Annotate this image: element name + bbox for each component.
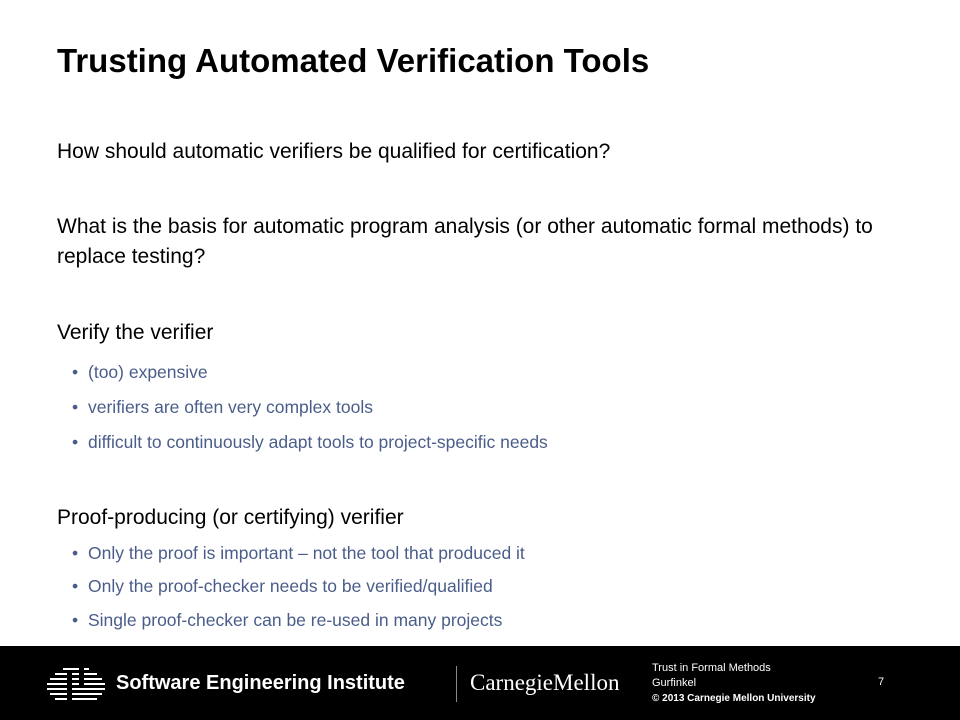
section-heading-proof: Proof-producing (or certifying) verifier bbox=[57, 506, 404, 529]
bullet-item bbox=[72, 610, 892, 631]
question-2: What is the basis for automatic program analysis (or other automatic formal methods) to replace testing? bbox=[57, 215, 873, 268]
footer-divider bbox=[456, 666, 457, 702]
bullet-item bbox=[72, 432, 892, 453]
course-title: Trust in Formal Methods bbox=[652, 662, 771, 674]
bullet-item bbox=[72, 362, 892, 383]
bullet-dot-icon: • bbox=[72, 610, 79, 630]
university-name: CarnegieMellon bbox=[470, 670, 620, 695]
bullet-text: Single proof-checker can be re-used in many projects bbox=[88, 610, 503, 630]
bullet-item bbox=[72, 543, 892, 564]
question-1: How should automatic verifiers be qualified for certification? bbox=[57, 140, 611, 163]
bullet-dot-icon: • bbox=[72, 362, 79, 382]
sei-logo-icon bbox=[45, 666, 107, 704]
section-heading-verify: Verify the verifier bbox=[57, 321, 214, 344]
bullet-item bbox=[72, 397, 892, 418]
copyright-notice: © 2013 Carnegie Mellon University bbox=[652, 693, 816, 704]
bullet-text: verifiers are often very complex tools bbox=[88, 397, 373, 417]
bullet-dot-icon: • bbox=[72, 576, 79, 596]
page-number: 7 bbox=[878, 676, 885, 688]
bullet-dot-icon: • bbox=[72, 432, 79, 452]
institute-name: Software Engineering Institute bbox=[116, 672, 405, 694]
footer-info bbox=[652, 661, 816, 706]
author-name: Gurfinkel bbox=[652, 677, 697, 689]
bullet-text: (too) expensive bbox=[88, 362, 208, 382]
footer-bar bbox=[0, 646, 960, 720]
slide-title: Trusting Automated Verification Tools bbox=[57, 42, 650, 79]
bullet-text: Only the proof-checker needs to be verified/qualified bbox=[88, 576, 493, 596]
bullet-text: Only the proof is important – not the tool that produced it bbox=[88, 543, 525, 563]
bullet-item bbox=[72, 576, 892, 597]
bullet-text: difficult to continuously adapt tools to project-specific needs bbox=[88, 432, 548, 452]
bullet-dot-icon: • bbox=[72, 543, 79, 563]
bullet-dot-icon: • bbox=[72, 397, 79, 417]
